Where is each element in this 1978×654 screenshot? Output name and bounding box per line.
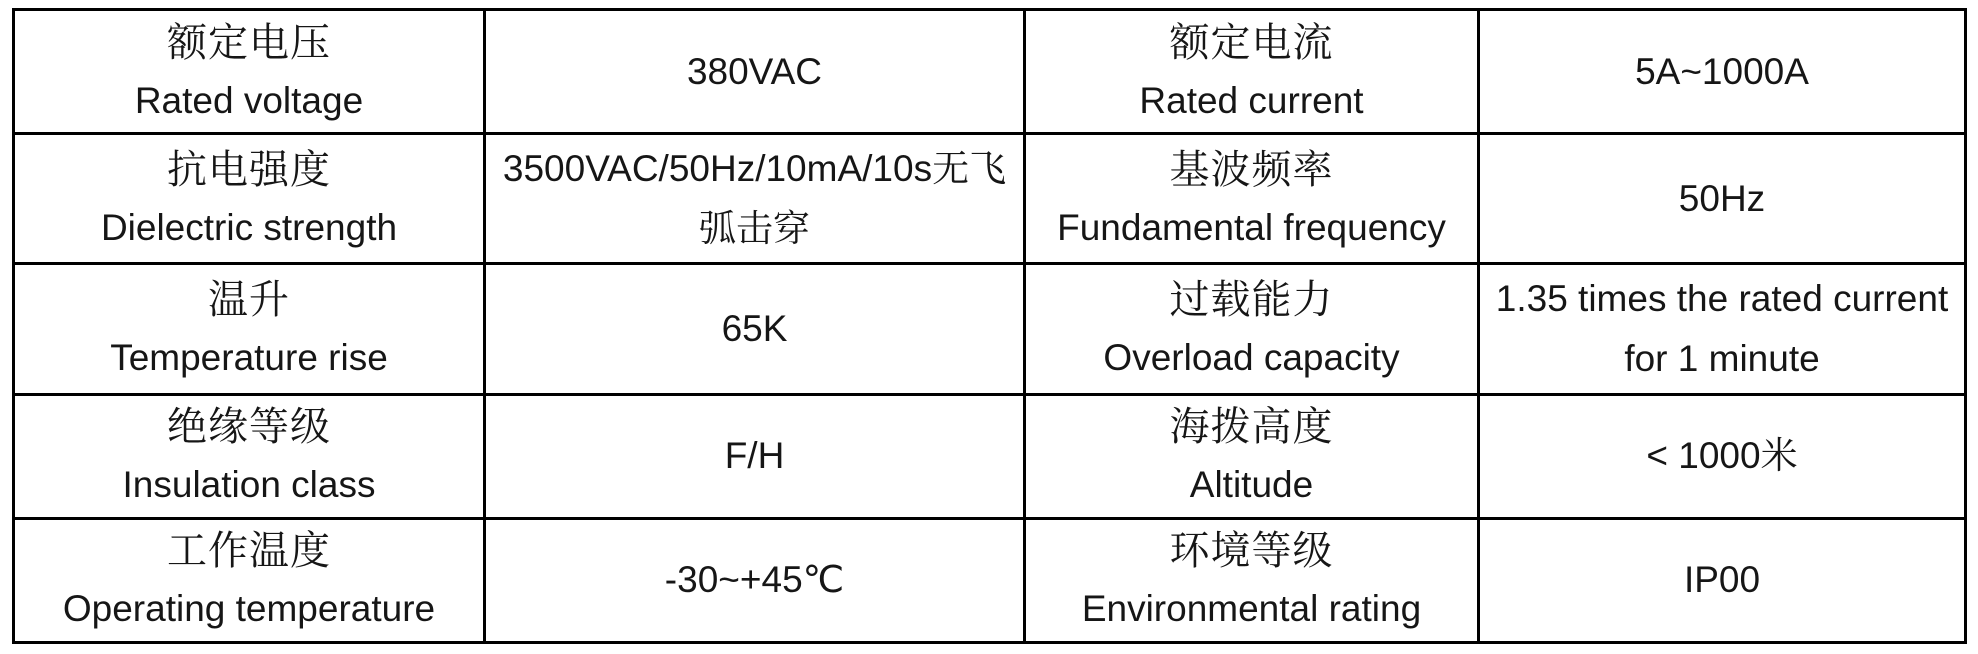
spec-label-cell bbox=[14, 394, 485, 518]
spec-value-cell bbox=[1479, 394, 1966, 518]
table-row bbox=[14, 264, 1966, 394]
label-zh-rated-voltage: 额定电压 bbox=[167, 20, 331, 65]
spec-label-cell bbox=[1025, 518, 1479, 642]
label-en-dielectric-strength: Dielectric strength bbox=[100, 206, 398, 248]
spec-label-cell bbox=[1025, 264, 1479, 394]
value-overload-capacity-line2: for 1 minute bbox=[1624, 338, 1820, 380]
table-row bbox=[14, 10, 1966, 134]
label-en-operating-temperature: Operating temperature bbox=[62, 588, 436, 630]
label-en-overload-capacity: Overload capacity bbox=[1103, 337, 1400, 379]
label-en-insulation-class: Insulation class bbox=[122, 464, 376, 506]
value-dielectric-strength-line1: 3500VAC/50Hz/10mA/10s无飞 bbox=[502, 147, 1007, 189]
spec-value-cell bbox=[485, 518, 1025, 642]
spec-label-cell bbox=[14, 518, 485, 642]
value-fundamental-frequency: 50Hz bbox=[1678, 177, 1766, 219]
label-zh-insulation-class: 绝缘等级 bbox=[167, 405, 331, 450]
label-en-rated-voltage: Rated voltage bbox=[134, 79, 364, 121]
spec-label-cell bbox=[14, 134, 485, 264]
spec-table bbox=[12, 8, 1967, 644]
label-en-altitude: Altitude bbox=[1189, 464, 1314, 506]
spec-value-cell bbox=[1479, 518, 1966, 642]
spec-label-cell bbox=[14, 264, 485, 394]
value-rated-current: 5A~1000A bbox=[1635, 50, 1809, 92]
label-zh-rated-current: 额定电流 bbox=[1169, 20, 1334, 65]
spec-value-cell bbox=[1479, 10, 1966, 134]
value-altitude: < 1000米 bbox=[1646, 435, 1798, 477]
label-zh-dielectric-strength: 抗电强度 bbox=[167, 147, 331, 192]
value-environmental-rating: IP00 bbox=[1683, 559, 1761, 601]
label-zh-fundamental-frequency: 基波频率 bbox=[1169, 147, 1334, 192]
spec-value-cell bbox=[485, 134, 1025, 264]
value-insulation-class: F/H bbox=[724, 435, 785, 477]
spec-value-cell bbox=[485, 264, 1025, 394]
spec-label-cell bbox=[1025, 394, 1479, 518]
label-en-environmental-rating: Environmental rating bbox=[1081, 588, 1422, 630]
spec-label-cell bbox=[1025, 134, 1479, 264]
spec-label-cell bbox=[1025, 10, 1479, 134]
table-row bbox=[14, 134, 1966, 264]
table-row bbox=[14, 394, 1966, 518]
value-temperature-rise: 65K bbox=[721, 308, 788, 350]
label-zh-temperature-rise: 温升 bbox=[208, 278, 290, 323]
label-en-fundamental-frequency: Fundamental frequency bbox=[1057, 206, 1446, 248]
label-zh-environmental-rating: 环境等级 bbox=[1169, 529, 1334, 574]
spec-value-cell bbox=[485, 10, 1025, 134]
value-operating-temperature: -30~+45℃ bbox=[664, 559, 845, 601]
label-zh-altitude: 海拨高度 bbox=[1169, 405, 1334, 450]
label-zh-operating-temperature: 工作温度 bbox=[167, 529, 331, 574]
spec-label-cell bbox=[14, 10, 485, 134]
value-rated-voltage: 380VAC bbox=[686, 50, 823, 92]
value-dielectric-strength-line2: 弧击穿 bbox=[699, 207, 810, 249]
spec-value-cell bbox=[1479, 264, 1966, 394]
label-en-rated-current: Rated current bbox=[1139, 79, 1364, 121]
value-overload-capacity-line1: 1.35 times the rated current bbox=[1495, 278, 1949, 320]
spec-value-cell bbox=[1479, 134, 1966, 264]
label-en-temperature-rise: Temperature rise bbox=[110, 337, 388, 379]
table-row bbox=[14, 518, 1966, 642]
spec-value-cell bbox=[485, 394, 1025, 518]
label-zh-overload-capacity: 过载能力 bbox=[1169, 278, 1334, 323]
